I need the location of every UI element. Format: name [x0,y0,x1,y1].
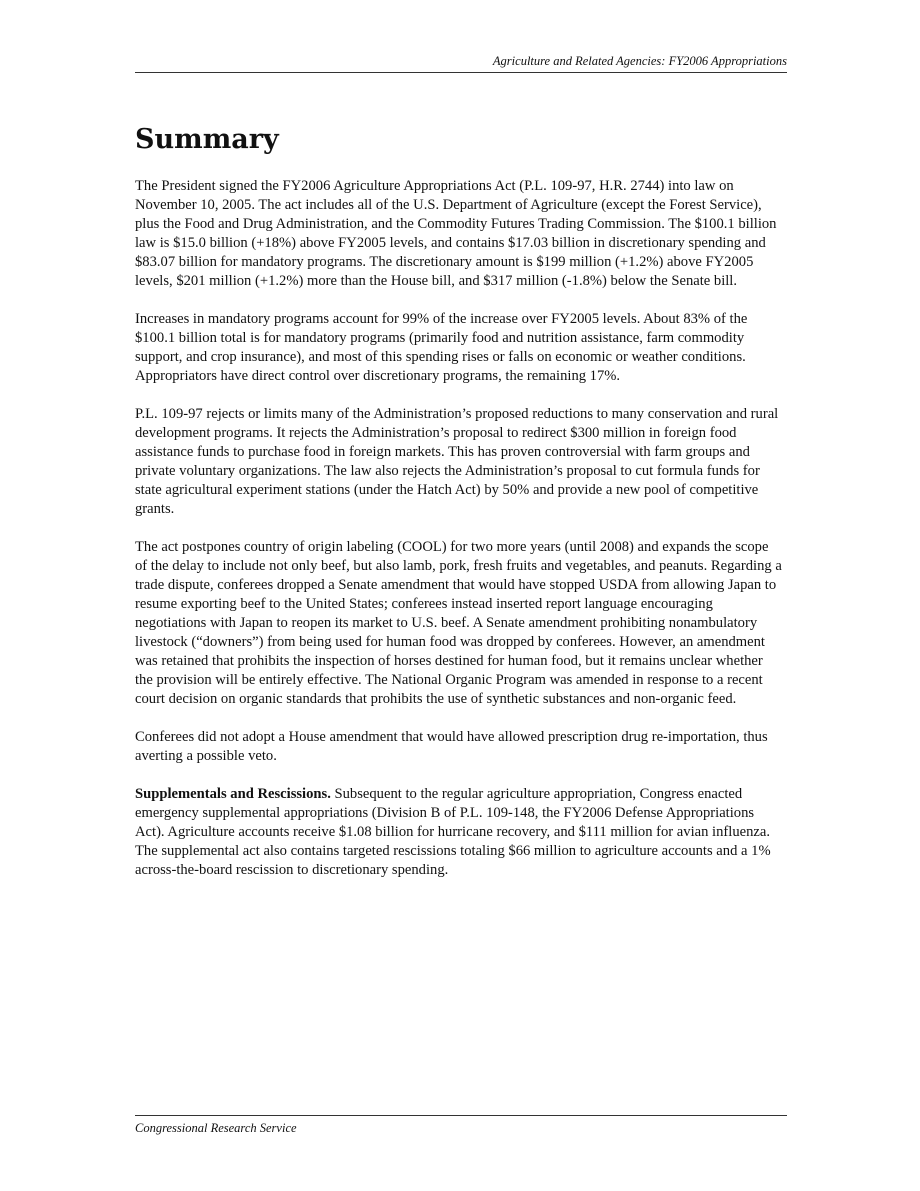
supplementals-text: Subsequent to the regular agriculture appropriation, Congress enacted emergency supplemental appropriations (Division B of P.L. 109-148, the FY2006 Defense Appropriations Act). Agriculture accounts receive $1.08 billion for hurricane recovery, and $111 million for avian influenza. The supplemental act also contains targeted rescissions totaling $66 million to agriculture accounts and a 1% across-the-board rescission to discretionary spending. [135,786,771,878]
running-header: Agriculture and Related Agencies: FY2006 Appropriations [135,54,787,73]
paragraph: The act postpones country of origin labeling (COOL) for two more years (until 2008) and expands the scope of the delay to include not only beef, but also lamb, pork, fresh fruits and vegetables, and peanuts. Regarding a trade dispute, conferees dropped a Senate amendment that would have stopped USDA from allowing Japan to resume exporting beef to the United States; conferees instead inserted report language encouraging negotiations with Japan to reopen its market to U.S. beef. A Senate amendment prohibiting nonambulatory livestock (“downers”) from being used for human food was dropped by conferees. However, an amendment was retained that prohibits the inspection of horses destined for human food, but it remains unclear whether the provision will be entirely effective. The National Organic Program was amended in response to a recent court decision on organic standards that prohibits the use of synthetic substances and non-organic feed. [135,539,782,707]
summary-body [135,177,783,899]
paragraph: P.L. 109-97 rejects or limits many of the Administration’s proposed reductions to many conservation and rural development programs. It rejects the Administration’s proposal to redirect $300 million in foreign food assistance funds to purchase food in foreign markets. This has proven controversial with farm groups and private voluntary organizations. The law also rejects the Administration’s proposal to cut formula funds for state agricultural experiment stations (under the Hatch Act) by 50% and provide a new pool of competitive grants. [135,406,779,517]
paragraph: Conferees did not adopt a House amendment that would have allowed prescription drug re-importation, thus averting a possible veto. [135,729,768,764]
supplementals-heading: Supplementals and Rescissions. [135,786,331,802]
paragraph: Increases in mandatory programs account for 99% of the increase over FY2005 levels. About 83% of the $100.1 billion total is for mandatory programs (primarily food and nutrition assistance, farm commodity support, and crop insurance), and most of this spending rises or falls on economic or weather conditions. Appropriators have direct control over discretionary programs, the remaining 17%. [135,311,748,384]
page-title: Summary [135,124,279,155]
running-footer: Congressional Research Service [135,1115,787,1136]
supplementals-paragraph [135,785,783,880]
paragraph: The President signed the FY2006 Agriculture Appropriations Act (P.L. 109-97, H.R. 2744) into law on November 10, 2005. The act includes all of the U.S. Department of Agriculture (except the Forest Service), plus the Food and Drug Administration, and the Commodity Futures Trading Commission. The $100.1 billion law is $15.0 billion (+18%) above FY2005 levels, and contains $17.03 billion in discretionary spending and $83.07 billion for mandatory programs. The discretionary amount is $199 million (+1.2%) above FY2005 levels, $201 million (+1.2%) more than the House bill, and $317 million (-1.8%) below the Senate bill. [135,178,777,289]
